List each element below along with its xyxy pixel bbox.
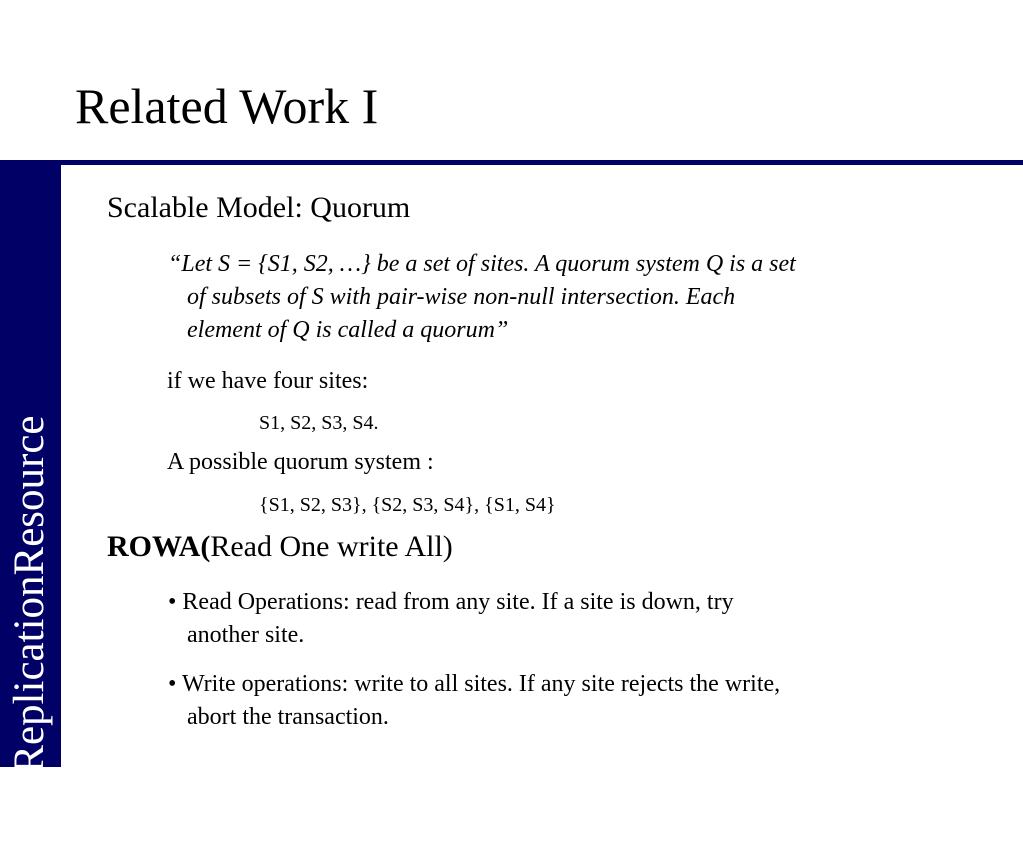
sidebar-label: WS-ReplicationResource — [6, 415, 53, 853]
quote-line-2: of subsets of S with pair-wise non-null intersection. Each — [187, 284, 736, 310]
bullet-read-line-2: another site. — [187, 622, 305, 648]
four-sites-label: if we have four sites: — [167, 368, 369, 394]
quote-line-3: element of Q is called a quorum” — [187, 317, 509, 343]
heading-quorum: Scalable Model: Quorum — [107, 191, 411, 224]
bullet-write-line-1: • Write operations: write to all sites. If any site rejects the write, — [168, 671, 781, 697]
heading-rowa — [107, 530, 453, 564]
sidebar-band — [0, 165, 61, 853]
quorum-system-label: A possible quorum system : — [167, 449, 434, 475]
four-sites-list: S1, S2, S3, S4. — [259, 412, 379, 434]
rowa-rest: Read One write All) — [210, 530, 453, 563]
title-divider — [0, 160, 1023, 165]
rowa-bold: ROWA( — [107, 530, 211, 563]
quorum-system-list: {S1, S2, S3}, {S2, S3, S4}, {S1, S4} — [259, 494, 556, 516]
quote-line-1: “Let S = {S1, S2, …} be a set of sites. A quorum system Q is a set — [168, 251, 796, 277]
bullet-read-line-1: • Read Operations: read from any site. If a site is down, try — [168, 589, 734, 615]
bullet-write-line-2: abort the transaction. — [187, 704, 389, 730]
slide-title: Related Work I — [75, 78, 379, 134]
